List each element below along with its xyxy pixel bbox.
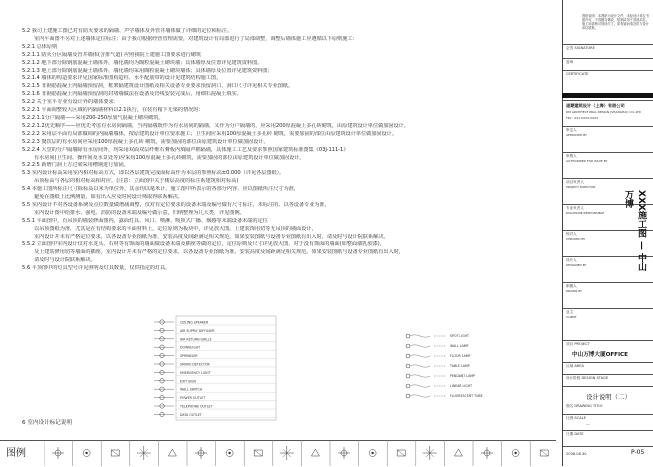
scale-value: — <box>586 422 590 426</box>
legend-item-label: SPRINKLER <box>180 354 198 359</box>
note-line: 吊顶标高与各层的相对标高相对应。(注意：立面图中关于楼层高度的标注系建筑相对标高) <box>34 178 239 185</box>
note-line: 5.5 室内设计不对各设备系统及点位数量做增减调整，仅对有定位要求的设备末端及编号做有尺寸标注，未标注的、以各设备专业为准， <box>22 201 330 208</box>
legend-symbol <box>406 364 410 368</box>
legend-item-label: EMERGENCY LIGHT <box>180 370 211 375</box>
date-label: 日期 DATE <box>566 432 584 436</box>
company-name-cn: 道蒙建筑设计（上海）有限公司 <box>566 103 625 108</box>
role-label-en: APPROVED BY <box>566 133 588 137</box>
strip-symbol <box>85 452 87 454</box>
legend-item-label: FLUORESCENT TUBE <box>450 394 483 399</box>
strip-symbol <box>371 452 373 454</box>
note-line: 室内设计并未有严格定位要求，以各设备专业图纸为准，安装高度及间距满足相关规范。如果安装图纸与设备专业图纸有出入时，请及时与设计院联系解决。 <box>34 233 389 240</box>
legend-item-label: DATA OUTLET <box>180 412 202 417</box>
legend-symbol <box>406 374 410 378</box>
role-label-en: AUTHORIZED FOR ISSUE BY <box>566 159 608 163</box>
note-line: 请及时与设计院联系解决。 <box>34 257 96 264</box>
project-name: 中山万博大厦OFFICE <box>572 352 628 358</box>
strip-symbol <box>254 450 262 456</box>
role-label-cn: 业主 <box>566 310 574 314</box>
note-line: 5.5.2 立面图中室内设计仅对水龙头、石材等有饰面的墙面做设备末端及插座等做的定位，定位原则及尺寸详见放大图，对于没有饰面的墙面(如整面墙乳胶漆)， <box>22 241 385 248</box>
role-label-cn: 项目负责人 <box>566 180 584 184</box>
role-label-cn: 制图人 <box>566 284 577 288</box>
titleblock-notes: 图纸说明：本图纸为设计文件，未经设计单位书面许可，不得擅自修改、复制或用于其他项目。施工前请核对现场尺寸，如有疑问请及时与设计单位联系。 <box>582 14 649 30</box>
note-line: 5.2.1.3 地上部分除钢筋混凝土墙体外，墙化墙均采用陶粒混凝土砌块墙体；具体墙厚及位置详见建筑资料图； <box>22 67 273 74</box>
strip-symbol <box>397 450 405 456</box>
role-label-en: CLIENT <box>566 315 577 319</box>
project-label: 项目 PROJECT <box>566 342 590 346</box>
sheet-number: P-05 <box>631 449 645 456</box>
legend-item-label: LINEAR LIGHT <box>450 384 473 389</box>
legend-item-label: FLOOR LAMP <box>450 354 471 359</box>
note-line: 5.2.2 关于室平专业有设计外的墙体要求： <box>22 99 119 106</box>
strip-symbol <box>311 449 319 456</box>
symbol-legend-left <box>150 312 280 424</box>
note-line: 5.2.2.1 平面调整较大区域的内隔墙材料以2.1执行，在装有箱下无梁的情况时： <box>22 107 204 114</box>
titleblock-rule <box>563 282 653 283</box>
legend-symbol <box>406 384 410 388</box>
section-title: 6 室内设计标记说明 <box>22 420 73 426</box>
note-line: 5.2.2.3 餐饮层的有水房间应采用100厚混凝土多孔砖 砌筑，需要加固的部位由原建筑设计单位做加固设计。 <box>22 138 269 145</box>
role-label-cn: 设计人 <box>566 258 577 262</box>
signature-label: 会签 SIGNATURE <box>566 46 595 50</box>
role-label-en: PROJECT DIRECTOR <box>566 185 596 189</box>
note-line: 5.2.1 总体原则 <box>22 43 58 50</box>
legend-item-label: SPOT LIGHT <box>450 334 469 339</box>
titleblock-rule <box>563 126 653 127</box>
design-notes <box>22 28 552 273</box>
legend-item-label: PENDANT LAMP <box>450 374 475 379</box>
titleblock-divider <box>562 93 653 98</box>
company-phone: TEL：021-XXXX-XXXX <box>566 116 599 120</box>
note-line: 5.6 平顶图中的灯具型号详见照明及灯具数量，仅供指定的灯具。 <box>22 265 171 272</box>
note-line: 5.2.2.1.2优先顺序——应优先考虑有水房间隔墙，当内隔墙既作为有水房间的隔墙，又作为分户隔墙的，应采用200厚混凝土多孔砖砌筑，由原建筑设计单位做加固设计。 <box>22 122 409 129</box>
legend-symbol <box>406 394 410 398</box>
strip-symbol <box>111 450 119 456</box>
legend-item-label: DOWNLIGHT <box>180 345 201 350</box>
strip-symbol <box>540 450 548 456</box>
note-line: 5.2.1.2 地下部分除钢筋混凝土墙体外，墙化墙均为陶粒混凝土砌块墙；具体墙厚及位置详见建筑资料图。 <box>22 59 263 66</box>
titleblock-rule <box>563 178 653 179</box>
legend-strip-symbols <box>44 440 556 466</box>
scale-label: 比例 SCALE <box>566 416 586 420</box>
legend-symbol <box>406 354 410 358</box>
role-label-en: DESIGNED BY <box>566 263 587 267</box>
note-line: 5.2.1.5 非钢筋混凝土内隔墙预留洞，框架隔建筑设计图纸及相关设备专业要求预留洞口，洞口尺寸详见相关专业图纸。 <box>22 83 294 90</box>
legend-item-label: TABLE LAMP <box>450 364 470 369</box>
note-line: 5.2.2.1.1分户隔墙——采用200-250厚加气混凝土砌块砌筑。 <box>22 114 164 121</box>
role-label-cn: 审定人 <box>566 128 577 132</box>
legend-leader <box>410 355 430 357</box>
note-line: 5.2.1.6 非钢筋混凝土内隔墙预留洞的封堵墙做法在设备及管线安装完成后，用细石混凝土填实。 <box>22 91 242 98</box>
note-line: 5.2 我司上建施工图已对有防火要求的隔墙、声学墙体及外管井墙体做了详细的定位和标注。 <box>22 28 233 34</box>
note-line: 5.2.2.5 新增门洞上方过梁采用槽钢进行加固。 <box>22 162 129 169</box>
legend-leader <box>410 395 430 397</box>
legend-item-label: WALL LAMP <box>450 344 469 349</box>
role-label-cn: 校对人 <box>566 232 577 236</box>
note-line: 5.2.1.1 防火分区隔墙及管井墙体(含排气道) 应照我院上建施工图要求进行砌筑 <box>22 51 202 58</box>
legend-item-label: WALL SWITCH <box>180 387 203 392</box>
legend-symbol <box>406 334 410 338</box>
note-line: 以吊顶图纸为准，尤其是在有结构要求的平面材料上，定位原则为板块中，详见放大图。上建装饰用切等无吊顶的墙面设计， <box>34 225 317 232</box>
legend-leader <box>410 345 430 347</box>
note-line: 5.2.2.2 采用层平面有局部做调的内隔墙墙体，按原建筑设计单位要求施工；卫生间应采用100厚混凝土多孔砖 砌筑，需要加固的部位由原建筑设计单位做加固设计。 <box>22 130 397 137</box>
role-label-en: DISCIPLINE RESPONSIBLE <box>566 211 605 215</box>
date-value: 2008.06.30 <box>566 452 587 456</box>
legend-item-label: AIR RETURN GRILLE <box>180 337 212 342</box>
role-label-cn: 审核人 <box>566 154 577 158</box>
titleblock-rule <box>563 152 653 153</box>
legend-item-label: AIR SUPPLY DIFFUSER <box>180 328 215 333</box>
legend-leader <box>410 365 430 367</box>
note-line: 室内设计图中给排水、强电、消防的设备末端及编号做示意，归纳整理为几大类，详见图例。 <box>34 209 245 216</box>
note-line: 5.2.1.4 墙体的构造要求详见国家标准图构造柱、水平配筋带的设计见建筑结构施工图。 <box>22 75 222 82</box>
strip-symbol <box>168 449 176 456</box>
note-line: 5.3 室内设计标高采用室内相对标高方式，即以各层建筑完成面标高作为本层的参照标高±0.000（详见各层图纸）。 <box>22 170 285 177</box>
symbol-legend-right <box>400 328 540 408</box>
legend-leader <box>410 385 430 387</box>
company-name-en: DM ARCHITECTURAL DESIGN (SHANGHAI) CO.,LTD <box>566 110 641 114</box>
titleblock-rule <box>563 308 653 309</box>
role-label-cn: 专业负责人 <box>566 206 584 210</box>
legend-item-label: CEILING SPEAKER <box>180 320 209 325</box>
role-label-en: DRAWN BY <box>566 289 583 293</box>
legend-item-label: TELEPHONE OUTLET <box>180 404 213 409</box>
certificate-label: CERTIFICATE <box>566 72 589 76</box>
note-line: 室内平面图不另对上述墙体定位标注；由于我司根据经营管理需要，对建筑设计有局部进行了局部调整，调整后墙体施工应遵循以下原则施工： <box>34 35 358 42</box>
drawing-title-label: 图名 DRAWING TITLE <box>566 404 603 408</box>
drawing-title: 设计说明（二） <box>586 393 631 401</box>
strip-symbol <box>228 452 230 454</box>
note-line: 5.5.1 平面图中，有吊顶的墙装修面图内，露面灯具、风口、喷淋、吸顶式广播、烟感等末端设备末端的定位 <box>22 217 268 224</box>
legend-item-label: SMOKE DETECTOR <box>180 362 210 367</box>
vertical-stamp: XXX施工图 — 中山万博 <box>623 190 646 272</box>
legend-symbol <box>406 344 410 348</box>
legend-leader <box>410 375 430 377</box>
note-line: 5.2.2.4 大堂的分户隔墙除有水房间外，均采用双面双层纤维石膏板内填隔声棉隔墙，具体施工工艺及要求参照国家建筑标准图集《03J-111-1》 <box>22 146 349 153</box>
legend-leader <box>410 335 430 337</box>
strip-symbol <box>514 452 516 454</box>
legend-item-label: POWER OUTLET <box>180 396 206 401</box>
note-line: 及上建装修用切等墙面的插座，室内设计并未有严格的定位要求，以各设备专业图纸为准，安装高度及间距满足相关规范。如果安装图纸与设备专业图纸有出入时， <box>34 249 404 256</box>
seal-label: 盖章 <box>566 60 574 64</box>
legend-label: 图例 <box>6 448 26 459</box>
note-line: 5.4 本施工图所标注尺寸除标高以米为单位外，其余均以毫米计，施工图中所表示的各部分内容，应以图纸所注尺寸为准， <box>22 186 299 193</box>
area-label: 区域 AREA <box>566 364 585 368</box>
legend-item-label: EXIT SIGN <box>180 379 196 384</box>
design-stage-label: 设计阶段 DESIGN STAGE <box>566 376 609 380</box>
note-line: 避免在图纸上比例测量，如有出入应及时同设计师取得联系解决。 <box>34 194 183 201</box>
role-label-en: CHECKED BY <box>566 237 586 241</box>
note-line: 有水房间(卫生间、操作间及水景处等)应采用100厚混凝土多孔砖砌筑，需要加固的部位由原建筑设计单位做加固设计。 <box>34 154 305 161</box>
strip-symbol <box>454 449 462 456</box>
